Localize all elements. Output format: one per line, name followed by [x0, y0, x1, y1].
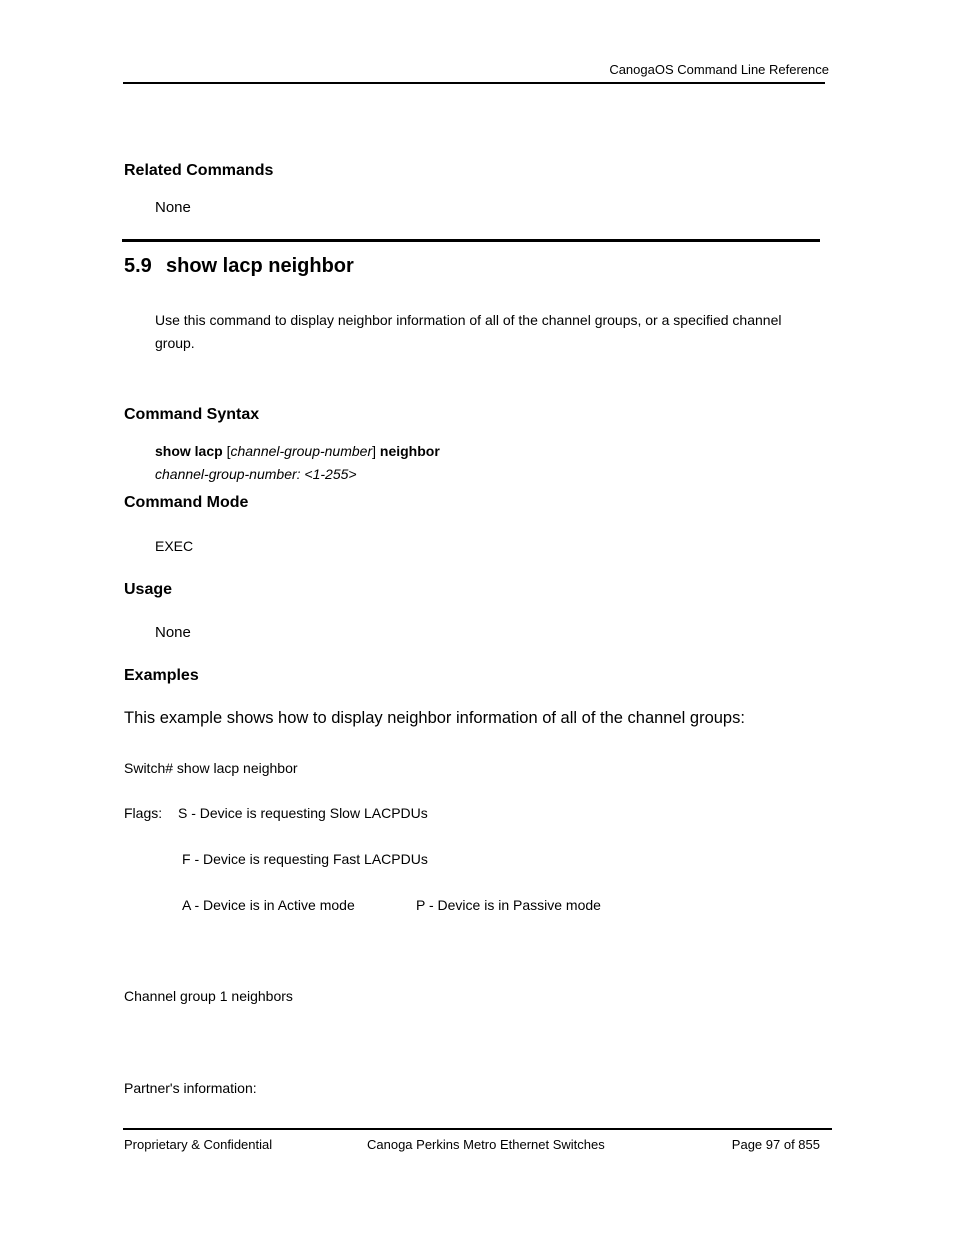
syntax-cmd-part2: neighbor [379, 443, 440, 459]
section-number: 5.9 [124, 255, 152, 277]
examples-intro: This example shows how to display neighbor information of all of the channel groups: [124, 709, 745, 727]
flag-fast: F - Device is requesting Fast LACPDUs [182, 851, 428, 867]
flag-passive: P - Device is in Passive mode [416, 897, 601, 913]
examples-heading: Examples [124, 667, 199, 684]
example-command: Switch# show lacp neighbor [124, 760, 298, 776]
usage-text: None [155, 624, 191, 641]
syntax-bracket-open: [ [222, 443, 231, 459]
flags-label: Flags: [124, 805, 163, 821]
syntax-param-range: channel-group-number: <1-255> [155, 466, 357, 482]
header-rule [123, 82, 825, 84]
section-description: Use this command to display neighbor information of all of the channel groups, or a specified channel group. [155, 312, 782, 351]
footer-page-number: Page 97 of 855 [731, 1137, 820, 1152]
running-header: CanogaOS Command Line Reference [609, 62, 829, 77]
command-mode-text: EXEC [155, 538, 194, 554]
flag-active: A - Device is in Active mode [182, 897, 355, 913]
syntax-bracket-close: ] [372, 443, 380, 459]
partner-info-line: Partner's information: [124, 1080, 257, 1096]
section-title-text: show lacp neighbor [166, 255, 354, 277]
section-title [124, 255, 354, 278]
footer-center: Canoga Perkins Metro Ethernet Switches [367, 1137, 605, 1152]
footer-left: Proprietary & Confidential [124, 1137, 273, 1152]
section-rule [122, 239, 820, 242]
footer-rule [123, 1128, 832, 1130]
command-mode-heading: Command Mode [124, 494, 249, 511]
command-syntax-heading: Command Syntax [124, 406, 260, 423]
usage-heading: Usage [124, 581, 173, 598]
related-commands-text: None [155, 199, 191, 216]
command-syntax-line [155, 443, 440, 459]
syntax-param: channel-group-number [230, 443, 373, 459]
syntax-cmd-part1: show lacp [155, 443, 223, 459]
flag-slow: S - Device is requesting Slow LACPDUs [178, 805, 428, 821]
channel-group-line: Channel group 1 neighbors [124, 988, 293, 1004]
related-commands-heading: Related Commands [124, 162, 274, 179]
